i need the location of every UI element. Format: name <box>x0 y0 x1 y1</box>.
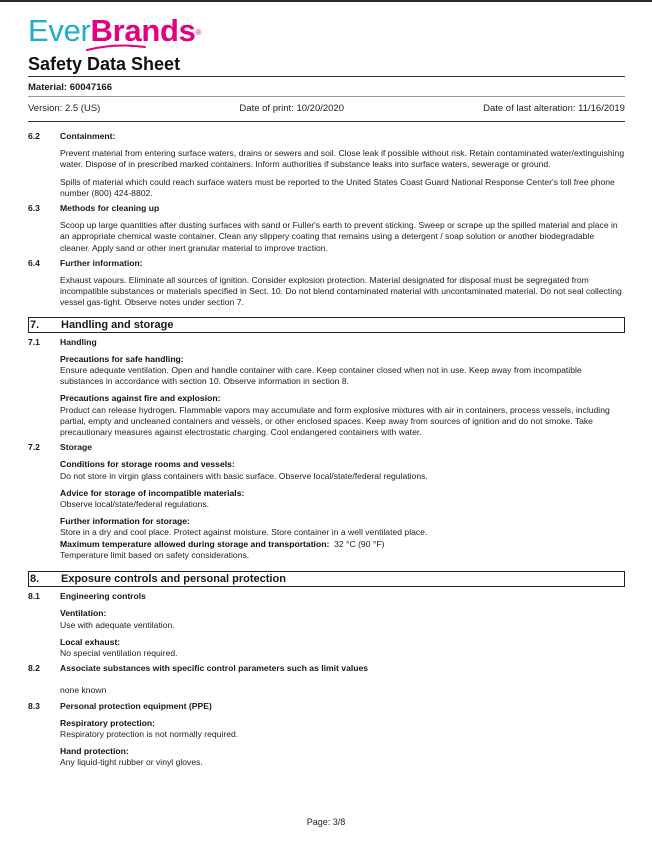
logo-registered: ® <box>195 28 202 37</box>
subheading: Further information for storage: <box>60 516 190 527</box>
paragraph: Further information for storage: Store in a dry and cool place. Protect against moisture. Store container in a well ventilated place. Maximum temperature allowed during storage and transportation: 32 °C (90 °F) Temperature limit based on safety considerations. <box>60 516 428 560</box>
subheading: Local exhaust: <box>60 636 121 647</box>
section-title: Handling and storage <box>61 318 174 331</box>
subheading: Respiratory protection: <box>60 717 156 728</box>
section-6-3: 6.3 Methods for cleaning up <box>28 203 160 214</box>
header-divider <box>28 121 625 122</box>
section-heading: Methods for cleaning up <box>60 203 160 214</box>
print-date: Date of print: 10/20/2020 <box>239 103 344 114</box>
paragraph: Exhaust vapours. Eliminate all sources of ignition. Consider explosion protection. Material designated for disposal must be segregated from incompatible substances or materials specified in Sect. 10. Do not blend contaminated material with uncontaminated material. Do not seal collecting vessel gas-tight. Observe notes under section 7. <box>60 275 622 308</box>
title-divider <box>28 76 625 77</box>
section-heading: Engineering controls <box>60 591 146 602</box>
section-8-3: 8.3 Personal protection equipment (PPE) <box>28 700 212 711</box>
section-heading: Handling <box>60 336 97 347</box>
document-body <box>28 131 625 769</box>
section-8-header: 8. Exposure controls and personal protection <box>28 571 625 587</box>
paragraph: Precautions against fire and explosion: Product can release hydrogen. Flammable vapors may accumulate and form explosive mixtures with air in containers, process vessels, including partial, empty and uncleaned containers and vessels, or other enclosed spaces. Keep away from sources of ignition and do not smoke. Take precautionary measures against electrostatic charging. Cool endangered containers with water. <box>60 393 610 438</box>
section-7-header: 7. Handling and storage <box>28 317 625 333</box>
section-heading: Further information: <box>60 257 143 268</box>
subheading: Advice for storage of incompatible materials: <box>60 487 245 498</box>
logo-ever: Ever <box>28 13 91 48</box>
page-number: Page: 3/8 <box>306 817 346 827</box>
section-heading: Associate substances with specific control parameters such as limit values <box>60 663 369 674</box>
paragraph: none known <box>60 685 107 696</box>
paragraph: Precautions for safe handling: Ensure adequate ventilation. Open and handle container with care. Keep container closed when not in use. Keep away from incompatible substances in accordance with section 10. Observe information in section 8. <box>60 353 582 387</box>
top-border <box>0 0 652 2</box>
section-6-2: 6.2 Containment: <box>28 131 116 141</box>
section-6-4: 6.4 Further information: <box>28 257 143 268</box>
everbrands-logo <box>28 14 201 48</box>
subheading: Hand protection: <box>60 746 129 757</box>
material-number: Material: 60047166 <box>28 82 112 93</box>
section-8-2: 8.2 Associate substances with specific control parameters such as limit values <box>28 663 369 674</box>
paragraph: Local exhaust: No special ventilation required. <box>60 636 178 658</box>
version-line <box>28 103 625 114</box>
alteration-date: Date of last alteration: 11/16/2019 <box>483 103 625 114</box>
subheading: Precautions for safe handling: <box>60 353 184 364</box>
section-7-1: 7.1 Handling <box>28 336 97 347</box>
paragraph: Hand protection: Any liquid-tight rubber or vinyl gloves. <box>60 746 203 768</box>
subheading: Ventilation: <box>60 608 107 619</box>
paragraph: Spills of material which could reach surface waters must be reported to the United States Coast Guard National Response Center's toll free phone number (800) 424-8802. <box>60 176 615 198</box>
section-heading: Personal protection equipment (PPE) <box>60 700 212 711</box>
logo-brands: Brands <box>90 13 196 48</box>
paragraph: Conditions for storage rooms and vessels: Do not store in virgin glass containers with basic surface. Observe local/state/federal regulations. <box>60 459 428 481</box>
section-8-1: 8.1 Engineering controls <box>28 591 146 602</box>
paragraph: Prevent material from entering surface waters, drains or sewers and soil. Close leak if possible without risk. Retain contaminated water/extinguishing water. Dispose of in prescribed marked containers. Inform authorities if substance leaks into surface waters, sewerage or ground. <box>60 148 625 170</box>
page-title: Safety Data Sheet <box>28 54 181 74</box>
paragraph: Advice for storage of incompatible materials: Observe local/state/federal regulations. <box>60 487 245 510</box>
subheading: Conditions for storage rooms and vessels: <box>60 459 235 470</box>
max-temp-label: Maximum temperature allowed during storage and transportation: <box>60 538 330 549</box>
section-heading: Storage <box>60 442 92 453</box>
subheading: Precautions against fire and explosion: <box>60 393 221 404</box>
logo-swoosh-icon <box>86 44 146 52</box>
section-title: Exposure controls and personal protection <box>61 573 286 586</box>
paragraph: Respiratory protection: Respiratory protection is not normally required. <box>60 717 239 739</box>
paragraph: Ventilation: Use with adequate ventilation. <box>60 608 175 630</box>
material-divider <box>28 96 625 97</box>
section-heading: Containment: <box>60 131 116 141</box>
version: Version: 2.5 (US) <box>28 103 101 114</box>
section-7-2: 7.2 Storage <box>28 442 92 453</box>
max-temp-value: 32 °C (90 °F) <box>334 538 385 549</box>
paragraph: Scoop up large quantities after dusting surfaces with sand or Fuller's earth to prevent sticking. Sweep or scrape up the spilled material and place in an appropriate chemical waste container. Clean any slippery coating that remains using a detergent / soap solution or another biodegradable cleaner. Apply sand or other inert granular material to improve traction. <box>60 220 618 253</box>
